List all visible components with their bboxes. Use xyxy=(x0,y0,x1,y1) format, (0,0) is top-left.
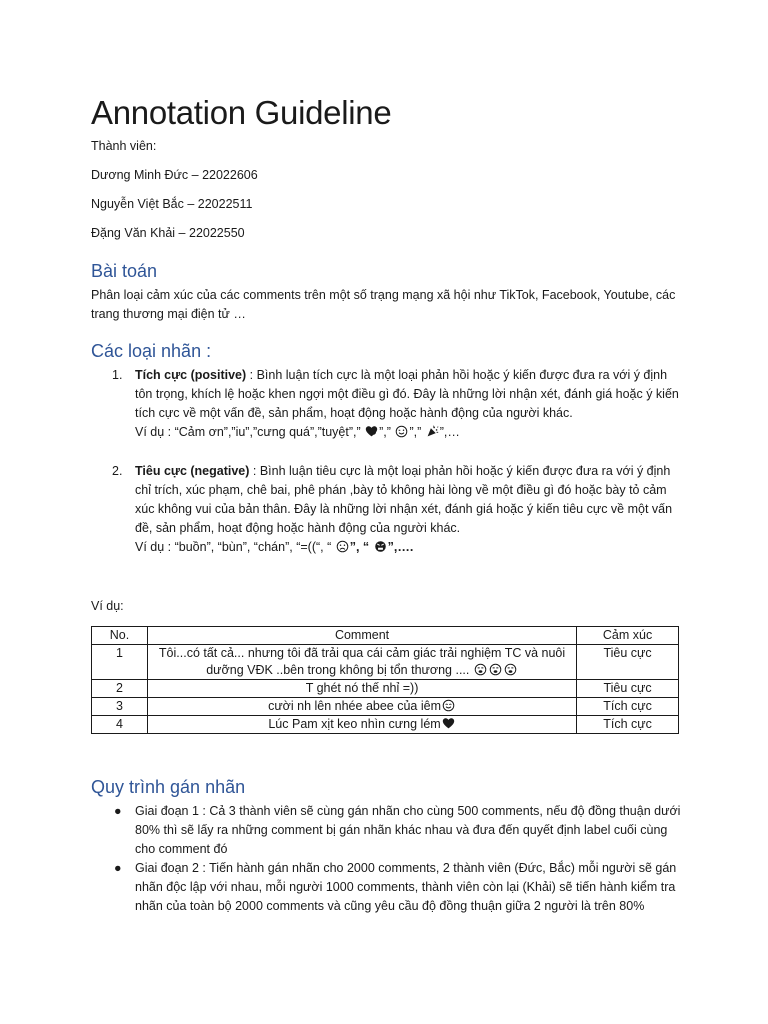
comment-line: dưỡng VĐK ..bên trong không bị tổn thương .... xyxy=(206,663,470,677)
header-comment: Comment xyxy=(147,627,576,645)
problem-heading: Bài toán xyxy=(91,261,158,281)
bullet-text: Giai đoạn 1 : Cả 3 thành viên sẽ cùng gán nhãn cho cùng 500 comments, nếu độ đồng thuận dưới 80% thì sẽ lấy ra những comment bị gán nhãn khác nhau và đưa đến quyết định label cuối cùng cho comment đó xyxy=(135,804,681,856)
black-heart-icon xyxy=(442,717,455,730)
winking-face-icon xyxy=(395,425,408,438)
sad-face-icon xyxy=(336,540,349,553)
label-description: : Bình luận tích cực là một loại phản hồi hoặc ý kiến được đưa ra với ý định tôn trọng, khích lệ hoặc khen ngợi một điều gì đó. Đây là những lời nhận xét, đánh giá hoặc ý kiến tích cực về một vấn đề, sản phẩm, hoạt động hoặc hành động của người khác. xyxy=(135,368,679,420)
bullet-dot: ● xyxy=(114,804,122,818)
cell-emotion: Tích cực xyxy=(577,716,679,734)
process-bullets xyxy=(91,802,681,916)
table-header-row xyxy=(92,627,679,645)
black-heart-icon xyxy=(365,425,378,438)
crying-face-icon xyxy=(504,663,517,676)
process-heading: Quy trình gán nhãn xyxy=(91,777,246,797)
label-example: Ví dụ : “buồn”, “bùn”, “chán”, “=((“, “ ”, “ ”,…. xyxy=(135,540,414,554)
examples-table xyxy=(91,626,679,734)
cell-no: 1 xyxy=(92,645,148,680)
bullet-text: Giai đoạn 2 : Tiến hành gán nhãn cho 2000 comments, 2 thành viên (Đức, Bắc) mỗi người sẽ gán nhãn độc lập với nhau, mỗi người 1000 comments, thành viên còn lại (Khải) sẽ tiến hành kiểm tra nhãn của toàn bộ 2000 comments và cũng yêu cầu độ đồng thuận giữa 2 người là trên 80% xyxy=(135,861,677,913)
list-number: 2. xyxy=(112,464,123,478)
example-text: Ví dụ : “buồn”, “bùn”, “chán”, “=((“, “ xyxy=(135,540,332,554)
header-emotion: Cảm xúc xyxy=(577,627,679,645)
bullet-dot: ● xyxy=(114,861,122,875)
comment-text: cười nh lên nhée abee của iêm xyxy=(268,699,441,713)
label-item-negative xyxy=(91,462,681,557)
comment-text: Lúc Pam xịt keo nhìn cưng lém xyxy=(268,717,441,731)
label-name: Tích cực (positive) xyxy=(135,368,247,382)
label-example: Ví dụ : “Cảm ơn”,”iu”,”cưng quá”,”tuyệt”,” ”,” ”,” ”,… xyxy=(135,425,460,439)
list-item xyxy=(114,802,681,859)
cell-emotion: Tiêu cực xyxy=(577,680,679,698)
comment-line: Tôi...có tất cả... nhưng tôi đã trải qua cái cảm giác trải nghiệm TC và nuôi xyxy=(158,646,566,660)
example-text: Ví dụ : “Cảm ơn”,”iu”,”cưng quá”,”tuyệt”,” xyxy=(135,425,361,439)
list-number: 1. xyxy=(112,368,123,382)
table-row xyxy=(92,698,679,716)
examples-label: Ví dụ: xyxy=(91,599,124,613)
labels-heading: Các loại nhãn : xyxy=(91,341,212,361)
label-name: Tiêu cực (negative) xyxy=(135,464,250,478)
cell-comment: T ghét nó thế nhỉ =)) xyxy=(147,680,576,698)
cell-emotion: Tiêu cực xyxy=(577,645,679,680)
cell-comment xyxy=(147,716,576,734)
member-3: Đặng Văn Khải – 22022550 xyxy=(91,226,245,240)
label-item-positive xyxy=(91,366,681,442)
member-1: Dương Minh Đức – 22022606 xyxy=(91,168,258,182)
cell-emotion: Tích cực xyxy=(577,698,679,716)
cell-comment xyxy=(147,698,576,716)
members-label: Thành viên: xyxy=(91,139,157,153)
cell-no: 3 xyxy=(92,698,148,716)
member-2: Nguyễn Việt Bắc – 22022511 xyxy=(91,197,253,211)
table-row xyxy=(92,716,679,734)
header-no: No. xyxy=(92,627,148,645)
cell-comment xyxy=(147,645,576,680)
problem-text: Phân loại cảm xúc của các comments trên một số trạng mạng xã hội như TikTok, Facebook, Youtube, các trang thương mại điện tử … xyxy=(91,288,676,321)
crying-face-icon xyxy=(474,663,487,676)
angry-face-icon xyxy=(374,540,387,553)
cell-no: 4 xyxy=(92,716,148,734)
label-description: : Bình luận tiêu cực là một loại phản hồi hoặc ý kiến được đưa ra với ý định chỉ trích, xúc phạm, chê bai, phê phán ,bày tỏ không hài lòng về một điều gì đó hoặc bày tỏ cảm xúc không vui của bản thân. Đây là những lời nhận xét, đánh giá hoặc ý kiến tiêu cực về một vấn đề, sản phẩm, hoạt động hoặc hành động của người khác. xyxy=(135,464,673,535)
list-item xyxy=(114,859,681,916)
party-popper-icon xyxy=(426,425,439,438)
crying-face-icon xyxy=(489,663,502,676)
document-title: Annotation Guideline xyxy=(91,94,392,131)
cell-no: 2 xyxy=(92,680,148,698)
table-row xyxy=(92,645,679,680)
table-row xyxy=(92,680,679,698)
smiling-face-icon xyxy=(442,699,455,712)
